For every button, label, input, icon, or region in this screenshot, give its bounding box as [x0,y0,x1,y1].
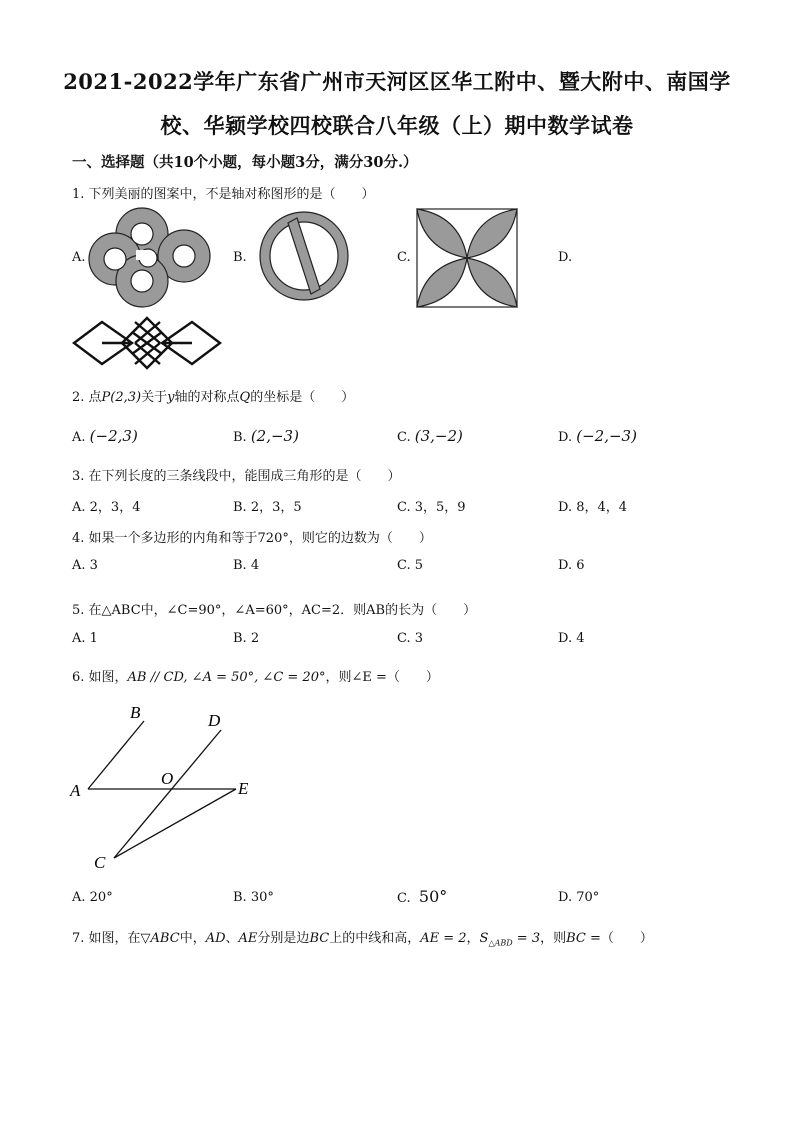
q1-option-d-label: D. [558,250,573,265]
q6-stem: 6. 如图，AB // CD, ∠A = 50°, ∠C = 20°，则∠E =（ ） [72,670,439,685]
q3-option-b: B. 2，3，5 [233,500,302,515]
q5-option-c: C. 3 [397,631,424,646]
q2-option-a: A. (−2,3) [72,427,138,445]
q1-figure-d-knot [72,314,222,372]
q2-option-c: C. (3,−2) [397,427,463,445]
q4-option-a: A. 3 [72,558,98,573]
q6-geometry-diagram [66,700,266,875]
q6-condition: AB // CD, ∠A = 50°, ∠C = 20° [127,670,326,685]
q1-figure-c-petals [416,208,518,308]
section-heading: 一、选择题（共10个小题，每小题3分，满分30分.） [72,154,418,171]
q4-option-d: D. 6 [558,558,585,573]
line-cd [114,730,221,858]
q4-option-c: C. 5 [397,558,424,573]
q3-option-a: A. 2，3，4 [72,500,141,515]
q7-stem: 7. 如图，在▽ABC中，AD、AE分别是边BC上的中线和高，AE = 2，$S_{\triangle ABD} = 3$，则BC =（ ） [72,931,653,948]
q6-option-d: D. 70° [558,890,600,905]
q5-option-b: B. 2 [233,631,260,646]
q2-option-b: B. (2,−3) [233,427,299,445]
label-o: O [161,769,174,788]
q1-figure-a-rings [86,206,216,308]
q3-option-c: C. 3，5，9 [397,500,466,515]
line-ce [114,789,236,858]
q5-option-d: D. 4 [558,631,585,646]
label-a: A [70,781,81,800]
label-c: C [94,853,106,872]
q6-option-b: B. 30° [233,890,274,905]
q5-option-a: A. 1 [72,631,98,646]
q1-figure-b-ring-bar [252,206,356,306]
q6-option-c: C. 50° [397,887,448,906]
q4-option-b: B. 4 [233,558,260,573]
exam-title-line-2: 校、华颖学校四校联合八年级（上）期中数学试卷 [160,113,634,138]
label-d: D [208,711,221,730]
q1-option-c-label: C. [397,250,411,265]
q4-stem: 4. 如果一个多边形的内角和等于720°，则它的边数为（ ） [72,531,432,546]
label-e: E [238,779,249,798]
exam-title-line-1: 2021-2022学年广东省广州市天河区区华工附中、暨大附中、南国学 [63,69,731,94]
q3-option-d: D. 8，4，4 [558,500,628,515]
q6-option-a: A. 20° [72,890,113,905]
q2-option-d: D. (−2,−3) [558,427,637,445]
q2-point-p: P(2,3) [101,390,142,405]
q5-stem: 5. 在△ABC中，∠C=90°，∠A=60°，AC=2．则AB的长为（ ） [72,603,477,618]
q2-stem: 2. 点P(2,3)关于y轴的对称点Q的坐标是（ ） [72,390,355,405]
q1-stem: 1. 下列美丽的图案中，不是轴对称图形的是（ ） [72,187,375,202]
label-b: B [130,703,141,722]
q1-option-a-label: A. [72,250,86,265]
q3-stem: 3. 在下列长度的三条线段中，能围成三角形的是（ ） [72,469,401,484]
q1-option-b-label: B. [233,250,247,265]
line-ab [88,721,144,789]
